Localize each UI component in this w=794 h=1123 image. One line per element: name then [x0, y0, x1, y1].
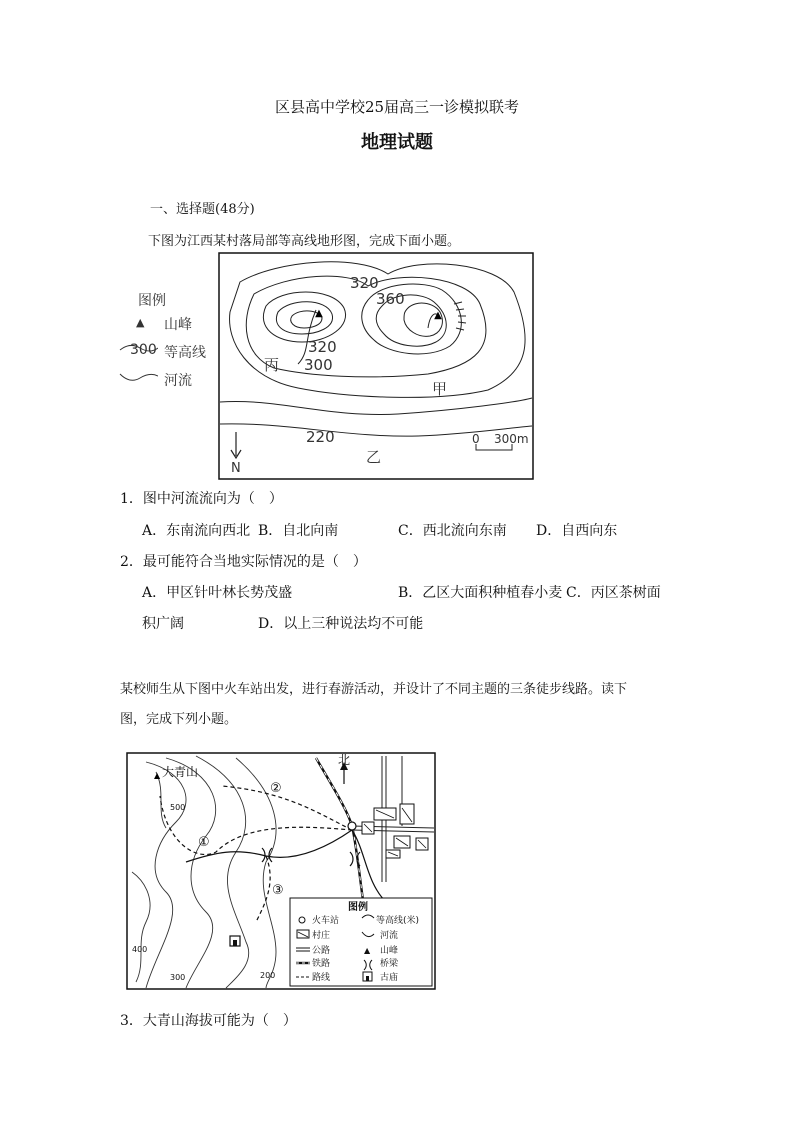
section2-intro-line2: 图，完成下列小题。	[120, 712, 238, 727]
q2-option-c-wrap: 积广阔	[142, 616, 184, 632]
exam-title: 区县高中学校25届高三一诊模拟联考	[274, 98, 520, 116]
legend-item-route: 路线	[312, 973, 331, 983]
north-label: N	[231, 461, 241, 476]
contour-label-3: 320	[308, 338, 337, 356]
svg-text:▲: ▲	[364, 946, 371, 955]
legend-item-railway: 铁路	[312, 959, 331, 969]
contour-200-label: 200	[260, 971, 276, 980]
peak-icon: ▲	[154, 771, 161, 780]
contour-label-2: 360	[376, 290, 405, 308]
q1-option-c[interactable]: C．西北流向东南	[398, 523, 507, 539]
scale-distance: 300m	[494, 432, 529, 446]
legend-peak-label: 山峰	[164, 317, 192, 333]
legend-contour-value: 300	[130, 342, 157, 358]
contour-label-5: 220	[306, 428, 335, 446]
contour-label-4: 300	[304, 356, 333, 374]
legend-item-temple: 古庙	[380, 973, 399, 983]
legend-item-bridge: 桥梁	[380, 959, 399, 969]
area-jia-label: 甲	[432, 380, 448, 398]
legend-river-label: 河流	[164, 373, 192, 389]
q2-option-c[interactable]: C．丙区茶树面	[566, 585, 661, 601]
contour-500-label: 500	[170, 803, 186, 812]
legend-item-village: 村庄	[312, 931, 331, 941]
q1-option-d[interactable]: D．自西向东	[536, 523, 618, 539]
q2-option-d[interactable]: D．以上三种说法均不可能	[258, 616, 424, 632]
subject-title: 地理试题	[361, 132, 433, 153]
legend-title: 图例	[348, 902, 368, 913]
peak-east-icon: ▲	[434, 310, 442, 321]
q3-stem: 3．大青山海拔可能为（ ）	[120, 1013, 297, 1029]
train-station-icon	[348, 822, 356, 830]
route-map	[126, 752, 436, 990]
route-3-label: ③	[272, 883, 284, 898]
q2-option-b[interactable]: B．乙区大面积种植春小麦	[398, 585, 563, 601]
area-yi-label: 乙	[366, 448, 382, 466]
scale-zero: 0	[472, 432, 480, 446]
north-label: 北	[338, 753, 351, 767]
legend-item-river: 河流	[380, 931, 399, 941]
legend-item-station: 火车站	[312, 916, 340, 926]
map1-legend	[118, 288, 218, 398]
legend-title: 图例	[138, 293, 166, 309]
q1-stem: 1．图中河流流向为（ ）	[120, 491, 283, 507]
q2-stem: 2．最可能符合当地实际情况的是（ ）	[120, 554, 367, 570]
peak-icon: ▲	[136, 316, 145, 329]
area-bing-label: 丙	[264, 356, 280, 374]
route-1-label: ①	[198, 835, 210, 850]
map2-legend	[290, 898, 432, 986]
contour-map	[218, 252, 534, 480]
contour-300-label: 300	[170, 973, 186, 982]
legend-item-peak: 山峰	[380, 946, 399, 956]
temple-icon	[230, 936, 240, 946]
q1-option-b[interactable]: B．自北向南	[258, 523, 339, 539]
q1-option-a[interactable]: A．东南流向西北	[142, 523, 251, 539]
legend-item-contour: 等高线(米)	[376, 916, 420, 926]
mountain-label: 大青山	[162, 765, 199, 779]
legend-item-road: 公路	[312, 946, 331, 956]
legend-contour-label: 等高线	[164, 345, 206, 361]
section-intro: 下图为江西某村落局部等高线地形图，完成下面小题。	[148, 234, 461, 249]
q2-option-a[interactable]: A．甲区针叶林长势茂盛	[142, 585, 293, 601]
peak-west-icon: ▲	[315, 308, 323, 319]
contour-400-label: 400	[132, 945, 148, 954]
route-2-label: ②	[270, 781, 282, 796]
section-heading: 一、选择题(48分)	[150, 202, 255, 217]
section2-intro-line1: 某校师生从下图中火车站出发，进行春游活动，并设计了不同主题的三条徒步线路。读下	[120, 682, 628, 697]
contour-label-1: 320	[350, 274, 379, 292]
river-sample-icon	[118, 368, 158, 388]
